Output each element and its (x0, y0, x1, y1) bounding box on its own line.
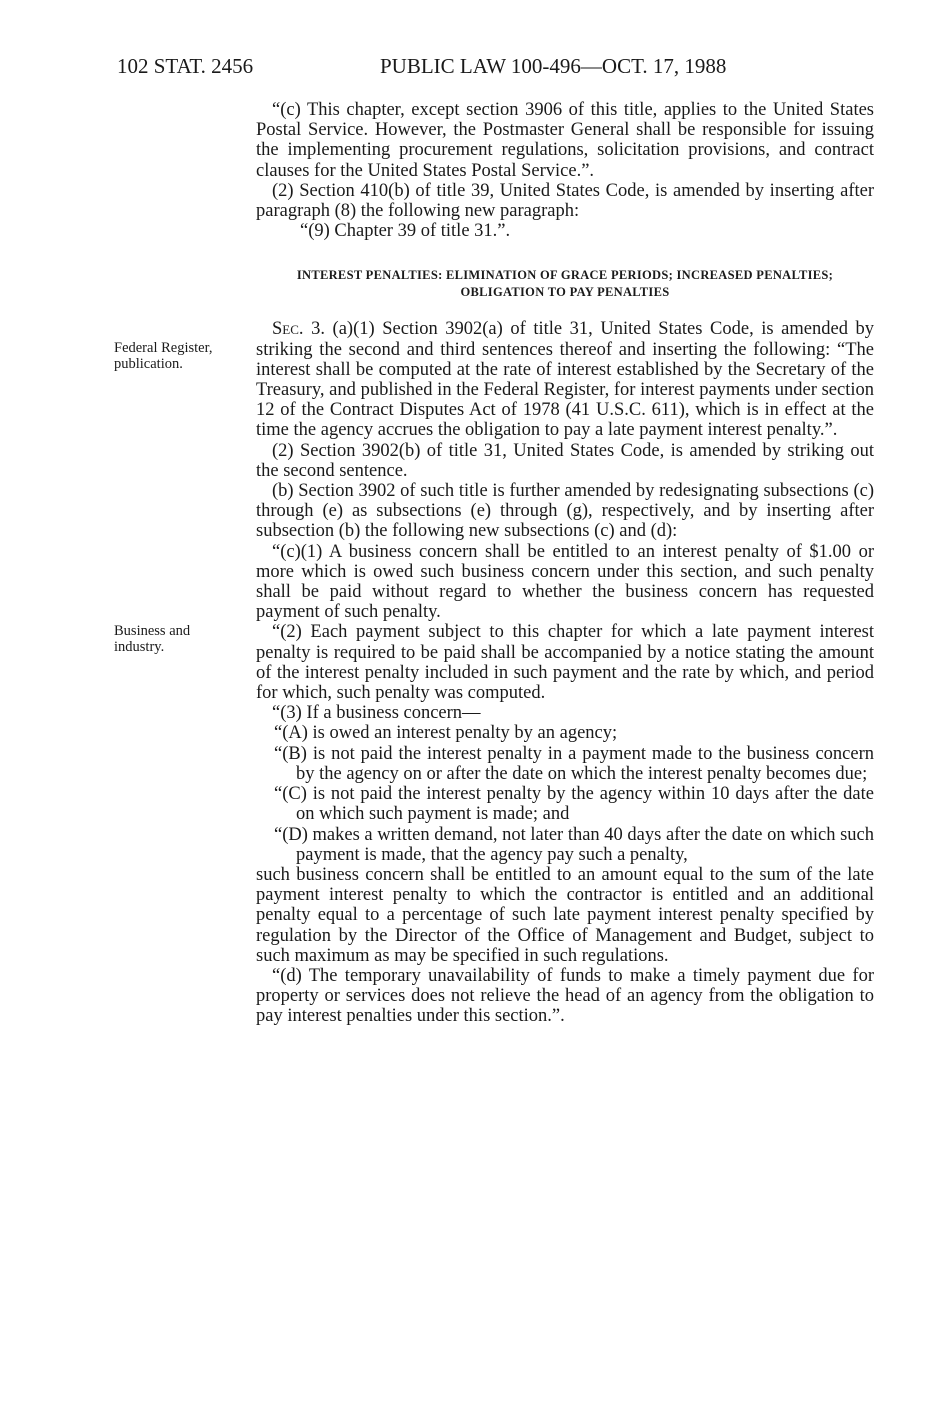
paragraph: (b) Section 3902 of such title is further amended by redesignating subsections (c) through (e) as subsections (e) through (g), respectively, and by inserting after subsection (b) the following new subsections (c) and (d): (256, 481, 874, 542)
document-body (256, 100, 874, 1027)
paragraph: “(c)(1) A business concern shall be entitled to an interest penalty of $1.00 or more which is owed such business concern under this section, and such penalty shall be paid without regard to whether the business concern has requested payment of such penalty. (256, 541, 874, 623)
paragraph: “(d) The temporary unavailability of funds to make a timely payment due for property or services does not relieve the head of an agency from the obligation to pay interest penalties under this section.”. (256, 965, 874, 1027)
paragraph: such business concern shall be entitled to an amount equal to the sum of the late payment interest penalty to which the contractor is entitled and an additional penalty equal to a percentage of such late payment interest penalty specified by regulation by the Director of the Office of Management and Budget, subject to such maximum as may be specified in such regulations. (256, 864, 874, 966)
paragraph: “(3) If a business concern— (272, 703, 481, 724)
subitem-a: “(A) is owed an interest penalty by an agency; (274, 723, 618, 744)
section-3-paragraph (256, 319, 874, 440)
subitem-d: “(D) makes a written demand, not later than 40 days after the date on which such payment is made, that the agency pay such a penalty, (274, 824, 875, 865)
section-label: Sec. 3. (272, 319, 325, 340)
page-running-header: PUBLIC LAW 100-496—OCT. 17, 1988 (380, 54, 727, 78)
paragraph: “(2) Each payment subject to this chapter for which a late payment interest penalty is required to be paid shall be accompanied by a notice stating the amount of the interest penalty included in such payment and the rate by which, and period for which, such penalty was computed. (256, 622, 874, 704)
margin-note-federal-register: Federal Register, publication. (114, 340, 213, 372)
page-stat-number: 102 STAT. 2456 (117, 54, 254, 78)
section-heading: INTEREST PENALTIES: ELIMINATION OF GRACE PERIODS; INCREASED PENALTIES; OBLIGATION TO PAY PENALTIES (296, 268, 834, 300)
subitem-b: “(B) is not paid the interest penalty in a payment made to the business concern by the agency on or after the date on which the interest penalty becomes due; (274, 743, 874, 784)
paragraph: “(c) This chapter, except section 3906 of this title, applies to the United States Postal Service. However, the Postmaster General shall be responsible for issuing the implementing procurement regulations, solicitation provisions, and contract clauses for the United States Postal Service.”. (256, 100, 874, 181)
margin-note-business-industry: Business and industry. (114, 623, 191, 655)
section-text: (a)(1) Section 3902(a) of title 31, United States Code, is amended by striking the second and third sentences thereof and inserting the following: “The interest shall be computed at the rate of interest established by the Secretary of the Treasury, and published in the Federal Register, for interest payments under section 12 of the Contract Disputes Act of 1978 (41 U.S.C. 611), which is in effect at the time the agency accrues the obligation to pay a late payment interest penalty.”. (256, 319, 875, 441)
paragraph: “(9) Chapter 39 of title 31.”. (300, 221, 511, 242)
subitem-c: “(C) is not paid the interest penalty by the agency within 10 days after the date on which such payment is made; and (274, 784, 874, 825)
paragraph: (2) Section 410(b) of title 39, United States Code, is amended by inserting after paragraph (8) the following new paragraph: (256, 180, 874, 222)
paragraph: (2) Section 3902(b) of title 31, United States Code, is amended by striking out the second sentence. (256, 440, 874, 481)
